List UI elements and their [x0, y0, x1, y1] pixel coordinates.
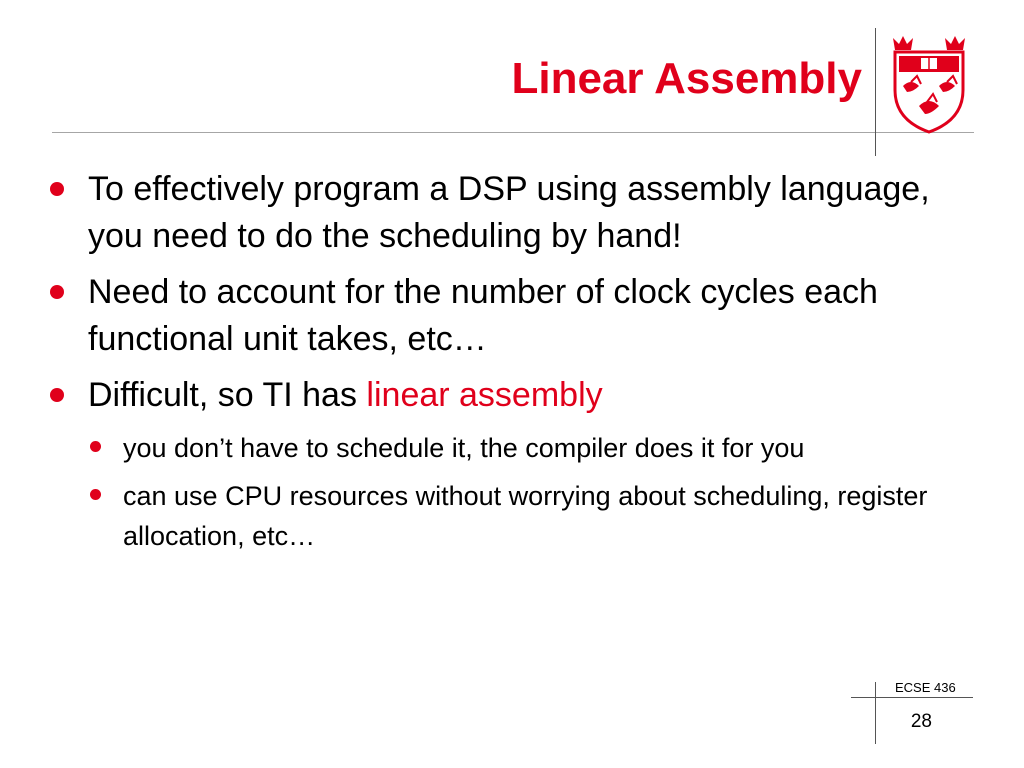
sub-bullet-item: [87, 428, 965, 468]
bullet-text: Need to account for the number of clock cycles each functional unit takes, etc…: [88, 273, 878, 358]
mcgill-crest-icon: [889, 32, 969, 134]
footer-rule: [851, 697, 973, 698]
sub-bullet-dot-icon: [90, 441, 101, 452]
bullet-text: Difficult, so TI has: [88, 376, 367, 414]
sub-bullet-dot-icon: [90, 489, 101, 500]
bullet-item: [45, 372, 965, 419]
slide-title: Linear Assembly: [511, 54, 862, 103]
bullet-dot-icon: [50, 182, 64, 196]
sub-bullet-item: [87, 476, 965, 556]
bullet-text: To effectively program a DSP using assembly language, you need to do the scheduling by hand!: [88, 170, 930, 255]
course-code: ECSE 436: [895, 680, 956, 695]
bullet-item: [45, 269, 965, 363]
sub-bullet-text: you don’t have to schedule it, the compiler does it for you: [123, 433, 805, 463]
page-number: 28: [910, 711, 932, 732]
title-divider: [875, 28, 876, 156]
bullet-item: [45, 166, 965, 260]
linear-assembly-highlight: linear assembly: [366, 376, 603, 414]
slide-body: [45, 166, 965, 564]
footer-divider: [875, 682, 876, 744]
title-rule: [52, 132, 974, 133]
sub-bullet-text: can use CPU resources without worrying about scheduling, register allocation, etc…: [123, 481, 928, 551]
bullet-dot-icon: [50, 388, 64, 402]
bullet-dot-icon: [50, 285, 64, 299]
